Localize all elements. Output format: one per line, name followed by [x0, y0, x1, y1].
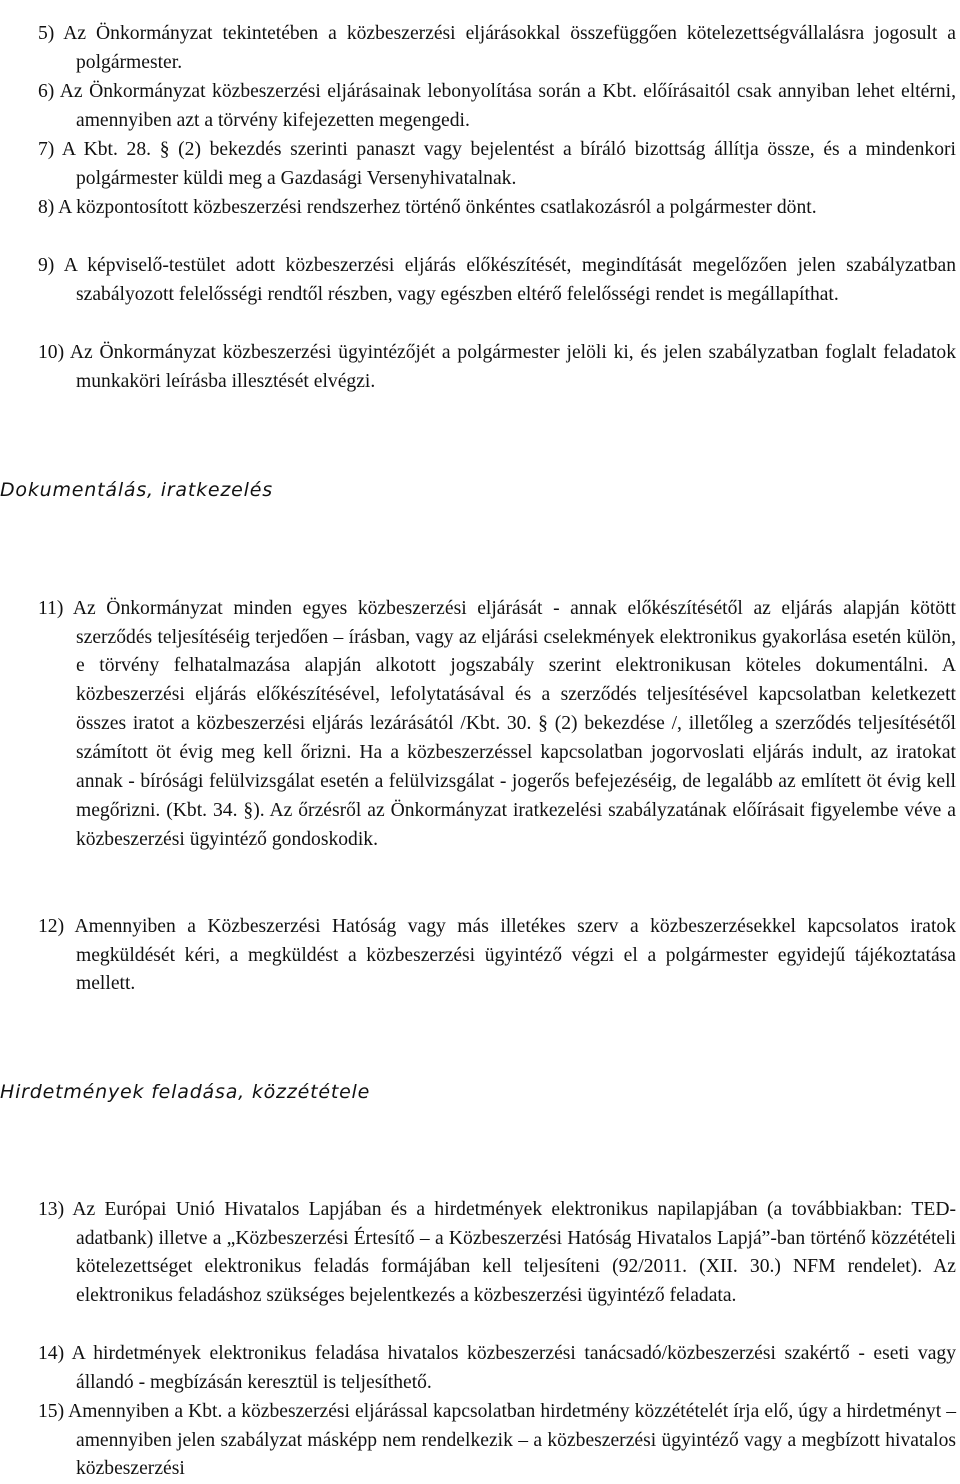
paragraph-5: 5) Az Önkormányzat tekintetében a közbeszerzési eljárásokkal összefüggően kötelezettségvállalásra jogosult a polgármester.: [38, 22, 956, 73]
section-heading-hirdetmenyek: Hirdetmények feladása, közzététele: [0, 1081, 371, 1103]
paragraph-12: 12) Amennyiben a Közbeszerzési Hatóság vagy más illetékes szerv a közbeszerzésekkel kapcsolatos iratok megküldését kéri, a megküldést a közbeszerzési ügyintéző végzi el a polgármester egyidejű tájékoztatása mellett.: [38, 915, 956, 995]
paragraph-10: 10) Az Önkormányzat közbeszerzési ügyintézőjét a polgármester jelöli ki, és jelen szabályzatban foglalt feladatok munkaköri leírásba illesztését elvégzi.: [38, 341, 956, 392]
paragraph-14: 14) A hirdetmények elektronikus feladása hivatalos közbeszerzési tanácsadó/közbeszerzési szakértő - eseti vagy állandó - megbízásán keresztül is teljesíthető.: [38, 1342, 956, 1393]
paragraph-15: 15) Amennyiben a Kbt. a közbeszerzési eljárással kapcsolatban hirdetmény közzétételét írja elő, úgy a hirdetményt – amennyiben jelen szabályzat másképp nem rendelkezik – a közbeszerzési ügyintéző vagy a megbízott hivatalos közbeszerzési: [38, 1400, 956, 1480]
paragraph-8: 8) A központosított közbeszerzési rendszerhez történő önkéntes csatlakozásról a polgármester dönt.: [38, 196, 817, 218]
paragraph-13: 13) Az Európai Unió Hivatalos Lapjában és a hirdetmények elektronikus napilapjában (a továbbiakban: TED-adatbank) illetve a „Közbeszerzési Értesítő – a Közbeszerzési Hatóság Hivatalos Lapjá”-ban történő közzétételi kötelezettséget elektronikus feladás formájában kell teljesíteni (92/2011. (XII. 30.) NFM rendelet). Az elektronikus feladáshoz szükséges bejelentkezés a közbeszerzési ügyintéző feladata.: [38, 1198, 956, 1307]
paragraph-7: 7) A Kbt. 28. § (2) bekezdés szerinti panaszt vagy bejelentést a bíráló bizottság állítja össze, és a mindenkori polgármester küldi meg a Gazdasági Versenyhivatalnak.: [38, 138, 956, 189]
paragraph-6: 6) Az Önkormányzat közbeszerzési eljárásainak lebonyolítása során a Kbt. előírásaitól csak annyiban lehet eltérni, amennyiben azt a törvény kifejezetten megengedi.: [38, 80, 956, 131]
section-heading-dokumentalas: Dokumentálás, iratkezelés: [0, 479, 273, 501]
paragraph-9: 9) A képviselő-testület adott közbeszerzési eljárás előkészítését, megindítását megelőzően jelen szabályzatban szabályozott felelősségi rendtől részben, vagy egészben eltérő felelősségi rendet is megállapíthat.: [38, 254, 956, 305]
paragraph-11: 11) Az Önkormányzat minden egyes közbeszerzési eljárását - annak előkészítésétől az eljárás alapján kötött szerződés teljesítéséig terjedően – írásban, vagy az eljárási cselekmények elektronikus gyakorlása esetén külön, e törvény felhatalmazása alapján alkotott jogszabály szerint elektronikusan köteles dokumentálni. A közbeszerzési eljárás előkészítésével, lefolytatásával és a szerződés teljesítésével kapcsolatban keletkezett összes iratot a közbeszerzési eljárás lezárásától /Kbt. 30. § (2) bekezdése /, illetőleg a szerződés teljesítésétől számított öt évig meg kell őrizni. Ha a közbeszerzéssel kapcsolatban jogorvoslati eljárás indult, az iratokat annak - bírósági felülvizsgálat esetén a felülvizsgálat - jogerős befejezéséig, de legalább az említett öt évig kell megőrizni. (Kbt. 34. §). Az őrzésről az Önkormányzat iratkezelési szabályzatának előírásait figyelembe véve a közbeszerzési ügyintéző gondoskodik.: [38, 597, 956, 850]
